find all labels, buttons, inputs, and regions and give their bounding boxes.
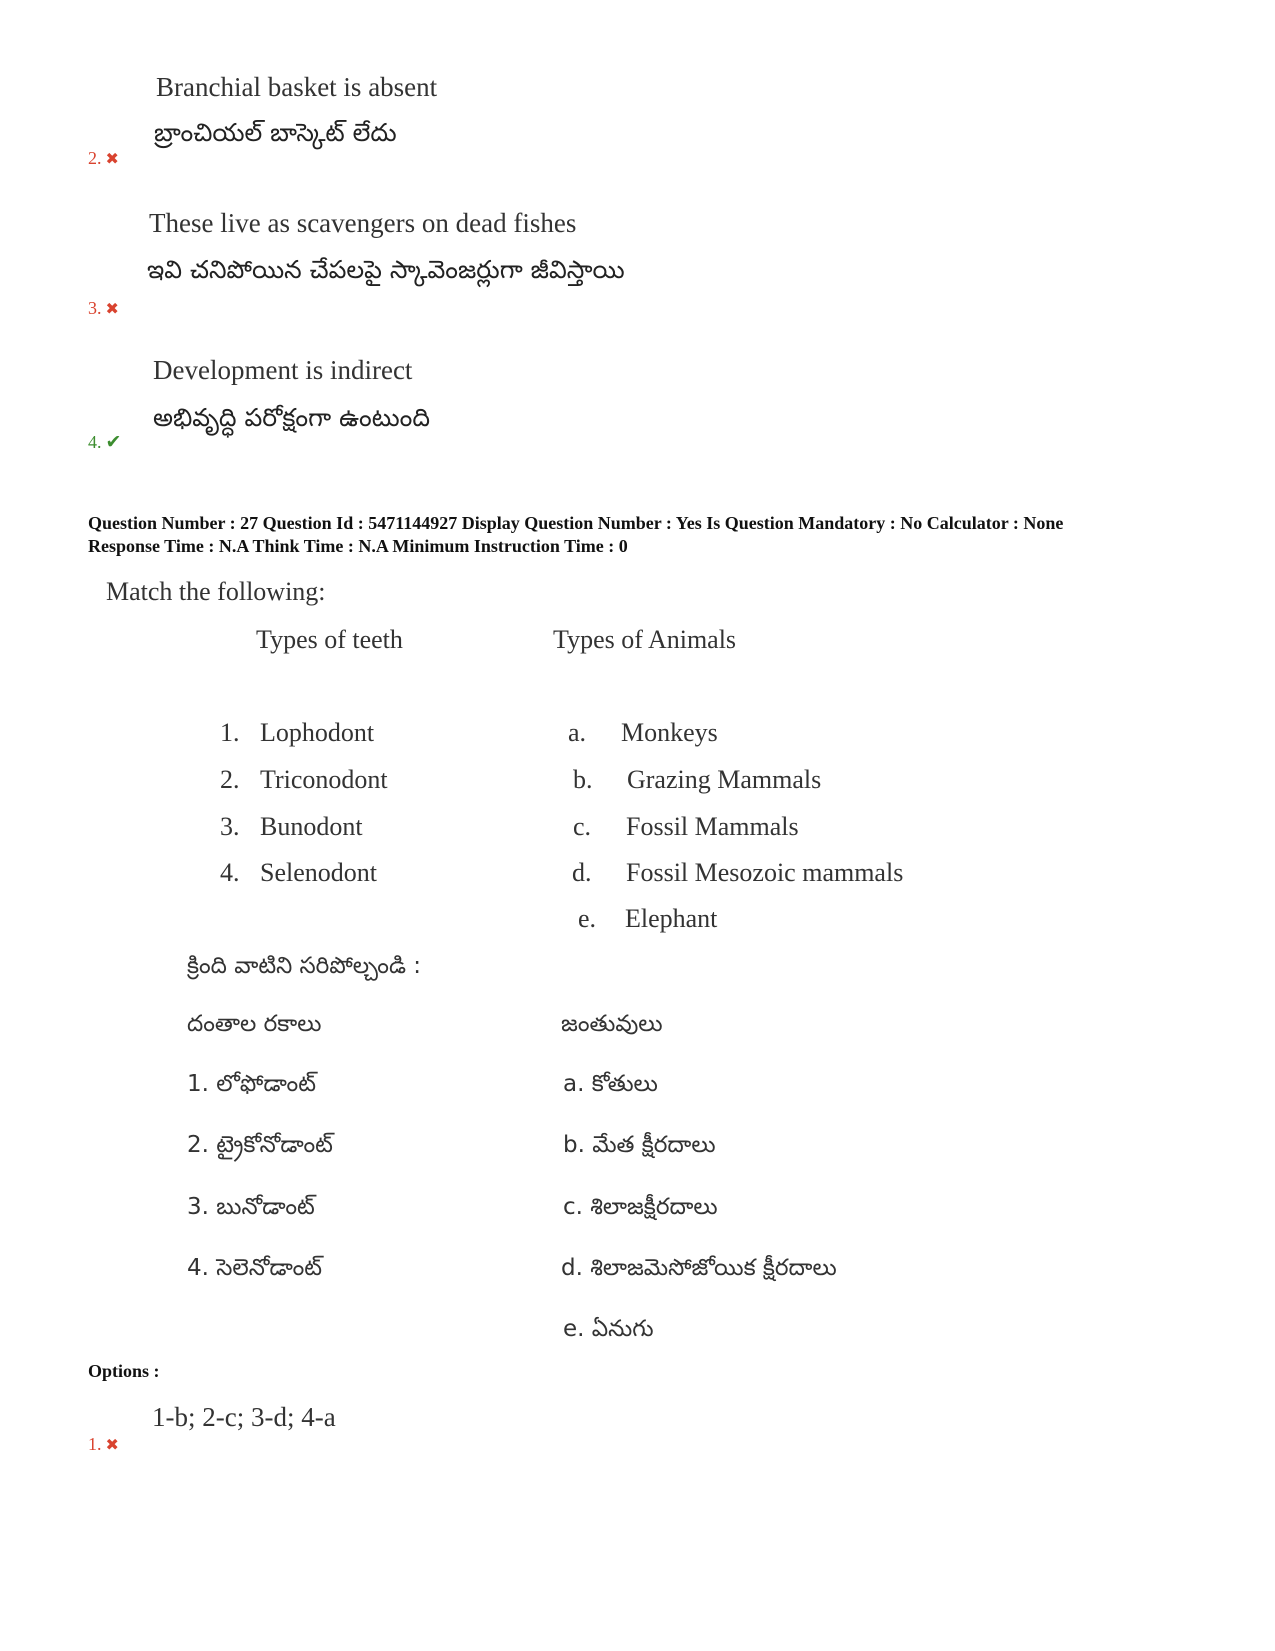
- left-item-number: 1.: [220, 718, 240, 747]
- option-number-label: 4.: [88, 432, 102, 452]
- option-4-text-te: అభివృద్ధి పరోక్షంగా ఉంటుంది: [153, 403, 430, 432]
- option-1-text: 1-b; 2-c; 3-d; 4-a: [152, 1402, 336, 1432]
- prompt-te: క్రింది వాటిని సరిపోల్చండి :: [187, 953, 422, 979]
- option-3-text-en: These live as scavengers on dead fishes: [149, 208, 577, 238]
- cross-icon: ✖: [105, 1437, 119, 1454]
- left-item-te: 4. సెలెనోడాంట్: [187, 1255, 322, 1281]
- option-3-number: [88, 298, 119, 319]
- left-item-text: Selenodont: [260, 858, 377, 887]
- right-item-te: e. ఏనుగు: [563, 1316, 654, 1342]
- option-2-number: [88, 148, 119, 169]
- option-3-text-te: ఇవి చనిపోయిన చేపలపై స్కావెంజర్లుగా జీవిస్తాయి: [147, 255, 625, 284]
- option-number-label: 1.: [88, 1434, 102, 1454]
- right-item-letter: d.: [572, 858, 592, 887]
- right-item-text: Elephant: [625, 904, 718, 933]
- left-item-text: Bunodont: [260, 812, 363, 841]
- cross-icon: ✖: [105, 151, 119, 168]
- right-item-text: Fossil Mesozoic mammals: [626, 858, 904, 887]
- left-item-number: 4.: [220, 858, 240, 887]
- left-item-number: 3.: [220, 812, 240, 841]
- option-2-text-te: బ్రాంచియల్ బాస్కెట్ లేదు: [154, 118, 397, 147]
- right-item-te: a. కోతులు: [563, 1071, 658, 1097]
- option-number-label: 2.: [88, 148, 102, 168]
- left-item-text: Triconodont: [260, 765, 388, 794]
- right-item-te: c. శిలాజక్షీరదాలు: [563, 1194, 718, 1220]
- column-heading-animals-te: జంతువులు: [561, 1011, 663, 1037]
- option-1-number: [88, 1434, 119, 1455]
- right-item-text: Monkeys: [621, 718, 718, 747]
- right-item-letter: c.: [573, 812, 592, 841]
- left-item-te: 2. ట్రైకోనోడాంట్: [187, 1132, 333, 1158]
- left-item-te: 1. లోఫోడాంట్: [187, 1071, 316, 1097]
- question-meta-line-2: Response Time : N.A Think Time : N.A Minimum Instruction Time : 0: [88, 536, 628, 556]
- column-heading-teeth-te: దంతాల రకాలు: [187, 1011, 322, 1037]
- options-label: Options :: [88, 1361, 160, 1381]
- option-4-number: [88, 431, 121, 454]
- column-heading-teeth: Types of teeth: [256, 625, 403, 654]
- question-meta: [88, 512, 1063, 558]
- right-item-text: Fossil Mammals: [626, 812, 799, 841]
- left-item-text: Lophodont: [260, 718, 375, 747]
- right-item-te: b. మేత క్షీరదాలు: [563, 1132, 716, 1158]
- option-2-text-en: Branchial basket is absent: [156, 72, 438, 102]
- question-meta-line-1: Question Number : 27 Question Id : 5471144927 Display Question Number : Yes Is Question Mandatory : No Calculator : None: [88, 513, 1064, 533]
- cross-icon: ✖: [105, 301, 119, 318]
- column-heading-animals: Types of Animals: [553, 625, 737, 654]
- left-item-number: 2.: [220, 765, 240, 794]
- option-4-text-en: Development is indirect: [153, 355, 413, 385]
- option-number-label: 3.: [88, 298, 102, 318]
- right-item-text: Grazing Mammals: [627, 765, 822, 794]
- left-item-te: 3. బునోడాంట్: [187, 1194, 315, 1220]
- right-item-letter: b.: [573, 765, 593, 794]
- right-item-letter: e.: [578, 904, 597, 933]
- right-item-te: d. శిలాజమెసోజోయిక క్షీరదాలు: [561, 1255, 837, 1281]
- right-item-letter: a.: [568, 718, 587, 747]
- prompt-en: Match the following:: [106, 577, 326, 606]
- check-icon: ✔: [105, 432, 122, 453]
